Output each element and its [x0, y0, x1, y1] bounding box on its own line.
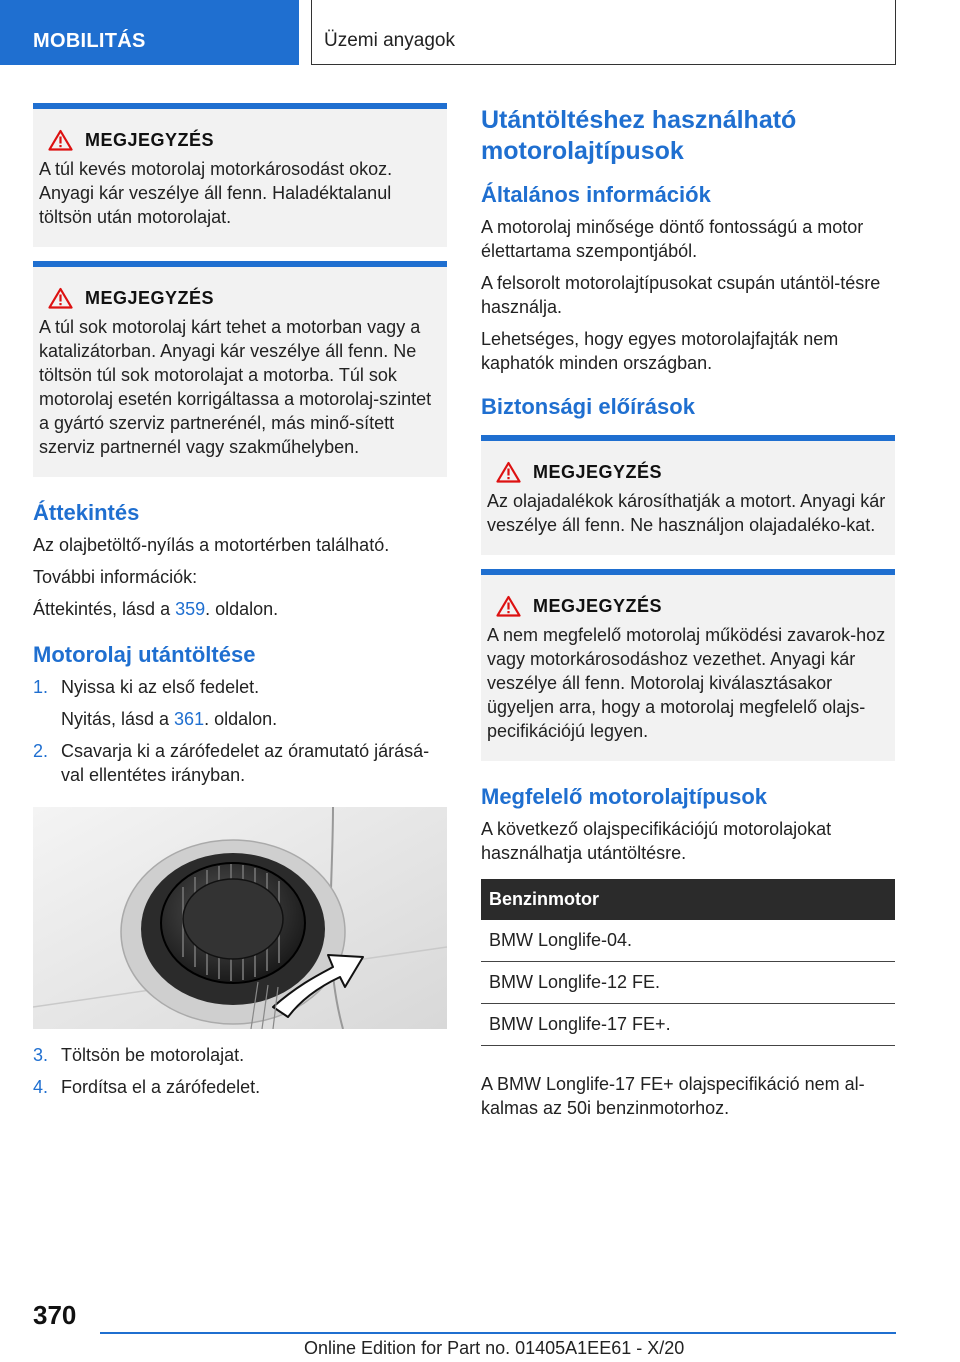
- note-title: MEGJEGYZÉS: [533, 595, 663, 616]
- general-info-heading: Általános információk: [481, 182, 711, 207]
- page-link-359[interactable]: 359: [175, 599, 206, 619]
- safety-heading: Biztonsági előírások: [481, 394, 695, 419]
- note-header: [496, 595, 887, 617]
- refill-steps: [33, 675, 447, 787]
- note-title: MEGJEGYZÉS: [85, 287, 215, 308]
- warning-note: [481, 569, 895, 761]
- step-item: [33, 1043, 447, 1067]
- warning-note: [33, 261, 447, 477]
- oil-types-intro: A következő olajspecifikációjú motorolajokat használhatja utántöltésre.: [481, 819, 832, 863]
- warning-note: [481, 435, 895, 555]
- step-reference: [61, 707, 447, 731]
- step-number: 2.: [33, 741, 49, 761]
- footer-edition: Online Edition for Part no. 01405A1EE61 - X/20: [304, 1338, 685, 1358]
- table-cell: BMW Longlife-04.: [481, 920, 895, 962]
- warning-triangle-icon: [48, 287, 73, 309]
- overview-text: Az olajbetöltő-nyílás a motortérben található.: [33, 535, 390, 555]
- page-section-title: Utántöltéshez használható motorolajtípusok: [481, 106, 797, 165]
- table-cell: BMW Longlife-12 FE.: [481, 962, 895, 1004]
- oil-spec-table: [481, 879, 895, 1046]
- table-header-row: [481, 879, 895, 920]
- general-info-text-2: A felsorolt motorolajtípusokat csupán utántöl-tésre használja.: [481, 273, 881, 317]
- step-item: [33, 739, 447, 787]
- note-text: A túl kevés motorolaj motorkárosodást okoz. Anyagi kár veszélye áll fenn. Haladéktalanul töltsön után motorolajat.: [39, 159, 393, 227]
- page-link-361[interactable]: 361: [174, 709, 205, 729]
- warning-note: [33, 103, 447, 247]
- note-header: [48, 287, 439, 309]
- note-text: A túl sok motorolaj kárt tehet a motorban vagy a katalizátorban. Anyagi kár veszélye áll fenn. Ne töltsön túl sok motorolajat a motorba. Túl sok motorolaj esetén korrigáltassa a motorolaj-szintet a gyártó szerviz partnerénél, más minő-sített szerviz partnernél vagy szakműhelyben.: [39, 317, 432, 457]
- footer-divider: [100, 1332, 896, 1334]
- note-header: [48, 129, 439, 151]
- general-info-text-1: A motorolaj minősége döntő fontosságú a motor élettartama szempontjából.: [481, 217, 864, 261]
- step-text: Nyissa ki az első fedelet.: [61, 677, 260, 697]
- step-item: [33, 1075, 447, 1099]
- warning-triangle-icon: [496, 595, 521, 617]
- warning-triangle-icon: [48, 129, 73, 151]
- overview-heading: Áttekintés: [33, 500, 140, 525]
- oil-filler-cap-icon: [33, 807, 447, 1029]
- note-title: MEGJEGYZÉS: [85, 129, 215, 150]
- reference-suffix: . oldalon.: [205, 599, 279, 619]
- chapter-title: Üzemi anyagok: [324, 30, 455, 51]
- table-header-cell: Benzinmotor: [481, 879, 895, 920]
- oil-types-heading: Megfelelő motorolajtípusok: [481, 784, 768, 809]
- step-item: [33, 675, 447, 731]
- oil-cap-illustration: [33, 807, 447, 1029]
- table-row: [481, 1004, 895, 1046]
- left-column: [33, 103, 447, 1107]
- step-number: 1.: [33, 677, 49, 697]
- step-number: 4.: [33, 1077, 49, 1097]
- step-number: 3.: [33, 1045, 49, 1065]
- more-info-text: További információk:: [33, 567, 198, 587]
- general-info-text-3: Lehetséges, hogy egyes motorolajfajták nem kaphatók minden országban.: [481, 329, 839, 373]
- step-text: Fordítsa el a zárófedelet.: [61, 1077, 261, 1097]
- page-number: 370: [33, 1300, 77, 1330]
- note-text: A nem megfelelő motorolaj működési zavarok-hoz vagy motorkárosodáshoz vezethet. Anyagi kár veszélye áll fenn. Motorolaj kiválasztásakor ügyeljen arra, hogy a motorolaj megfelelő olajs-pecifikációjú legyen.: [487, 625, 886, 741]
- note-header: [496, 461, 887, 483]
- section-tab: [0, 0, 299, 65]
- warning-triangle-icon: [496, 461, 521, 483]
- note-title: MEGJEGYZÉS: [533, 461, 663, 482]
- table-row: [481, 920, 895, 962]
- note-text: Az olajadalékok károsíthatják a motort. Anyagi kár veszélye áll fenn. Ne használjon olajadaléko-kat.: [487, 491, 886, 535]
- refill-heading: Motorolaj utántöltése: [33, 642, 256, 667]
- step-text: Csavarja ki a zárófedelet az óramutató járásá-val ellentétes irányban.: [61, 741, 430, 785]
- right-column: [481, 103, 895, 1128]
- step-text: Töltsön be motorolajat.: [61, 1045, 245, 1065]
- reference-prefix: Áttekintés, lásd a: [33, 599, 176, 619]
- section-title: MOBILITÁS: [33, 30, 146, 52]
- overview-reference: [33, 597, 447, 621]
- reference-prefix: Nyitás, lásd a: [61, 709, 175, 729]
- reference-suffix: . oldalon.: [204, 709, 278, 729]
- table-cell: BMW Longlife-17 FE+.: [481, 1004, 895, 1046]
- refill-steps-continued: [33, 1043, 447, 1099]
- chapter-header: [311, 0, 896, 65]
- table-row: [481, 962, 895, 1004]
- oil-types-note: A BMW Longlife-17 FE+ olajspecifikáció nem al-kalmas az 50i benzinmotorhoz.: [481, 1074, 865, 1118]
